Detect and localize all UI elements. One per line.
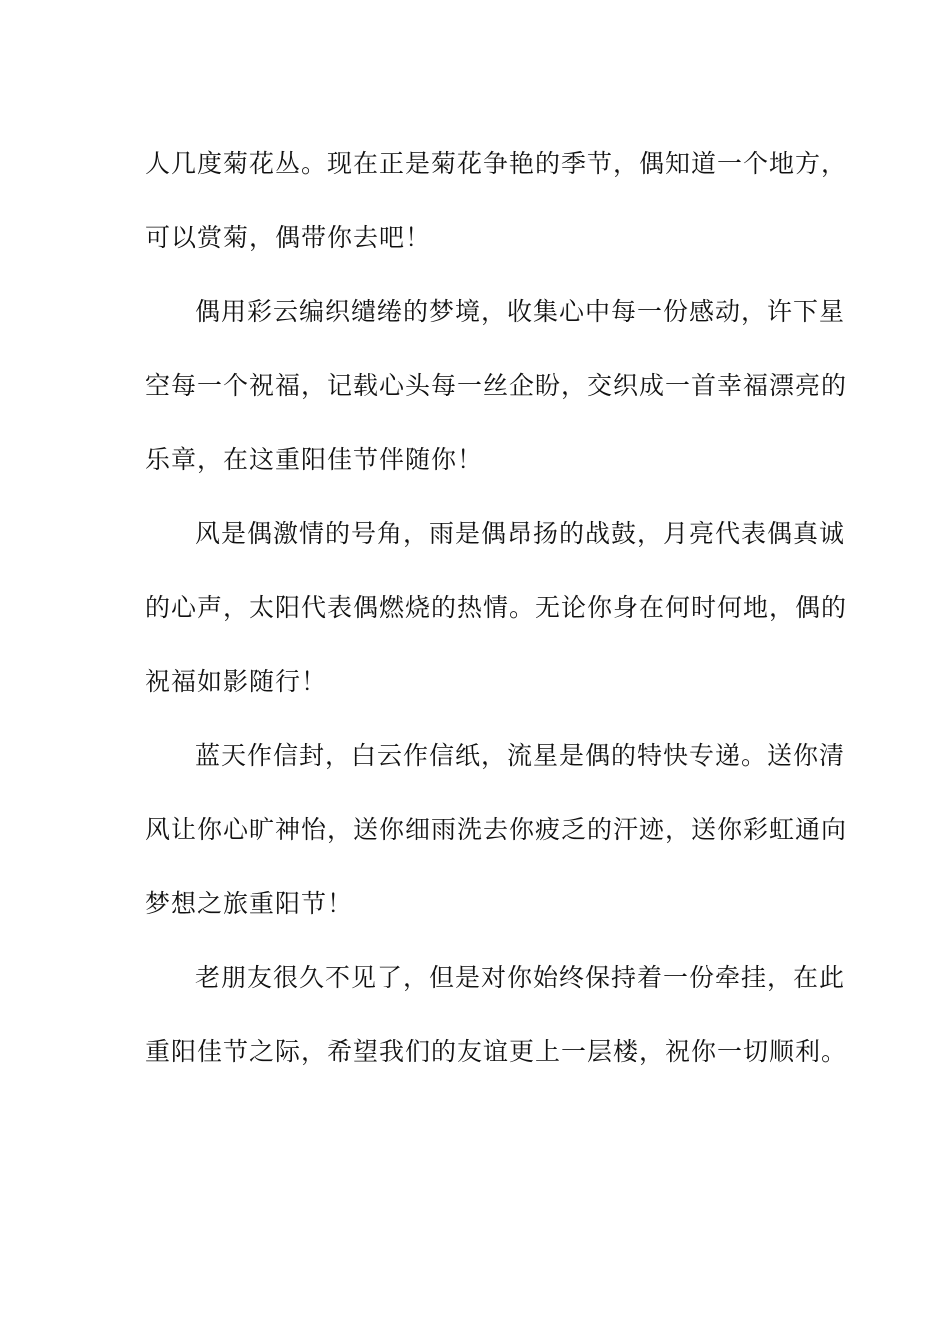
text-line: 空每一个祝福，记载心头每一丝企盼，交织成一首幸福漂亮的 bbox=[145, 371, 848, 400]
text-line: 的心声，太阳代表偶燃烧的热情。无论你身在何时何地，偶的 bbox=[145, 593, 848, 622]
text-line: 祝福如影随行！ bbox=[145, 667, 328, 696]
document-body bbox=[145, 127, 848, 1089]
text-line: 梦想之旅重阳节！ bbox=[145, 889, 354, 918]
paragraph-start-line: 蓝天作信封，白云作信纸，流星是偶的特快专递。送你清 bbox=[195, 741, 846, 770]
text-line: 风让你心旷神怡，送你细雨洗去你疲乏的汗迹，送你彩虹通向 bbox=[145, 815, 848, 844]
text-line: 人几度菊花丛。现在正是菊花争艳的季节，偶知道一个地方， bbox=[145, 149, 848, 178]
text-line: 可以赏菊，偶带你去吧！ bbox=[145, 223, 432, 252]
paragraph-start-line: 老朋友很久不见了，但是对你始终保持着一份牵挂，在此 bbox=[195, 963, 846, 992]
paragraph-start-line: 风是偶激情的号角，雨是偶昂扬的战鼓，月亮代表偶真诚 bbox=[195, 519, 846, 548]
text-line: 重阳佳节之际，希望我们的友谊更上一层楼，祝你一切顺利。 bbox=[145, 1037, 848, 1066]
paragraph-start-line: 偶用彩云编织缱绻的梦境，收集心中每一份感动，许下星 bbox=[195, 297, 846, 326]
text-line: 乐章，在这重阳佳节伴随你！ bbox=[145, 445, 484, 474]
